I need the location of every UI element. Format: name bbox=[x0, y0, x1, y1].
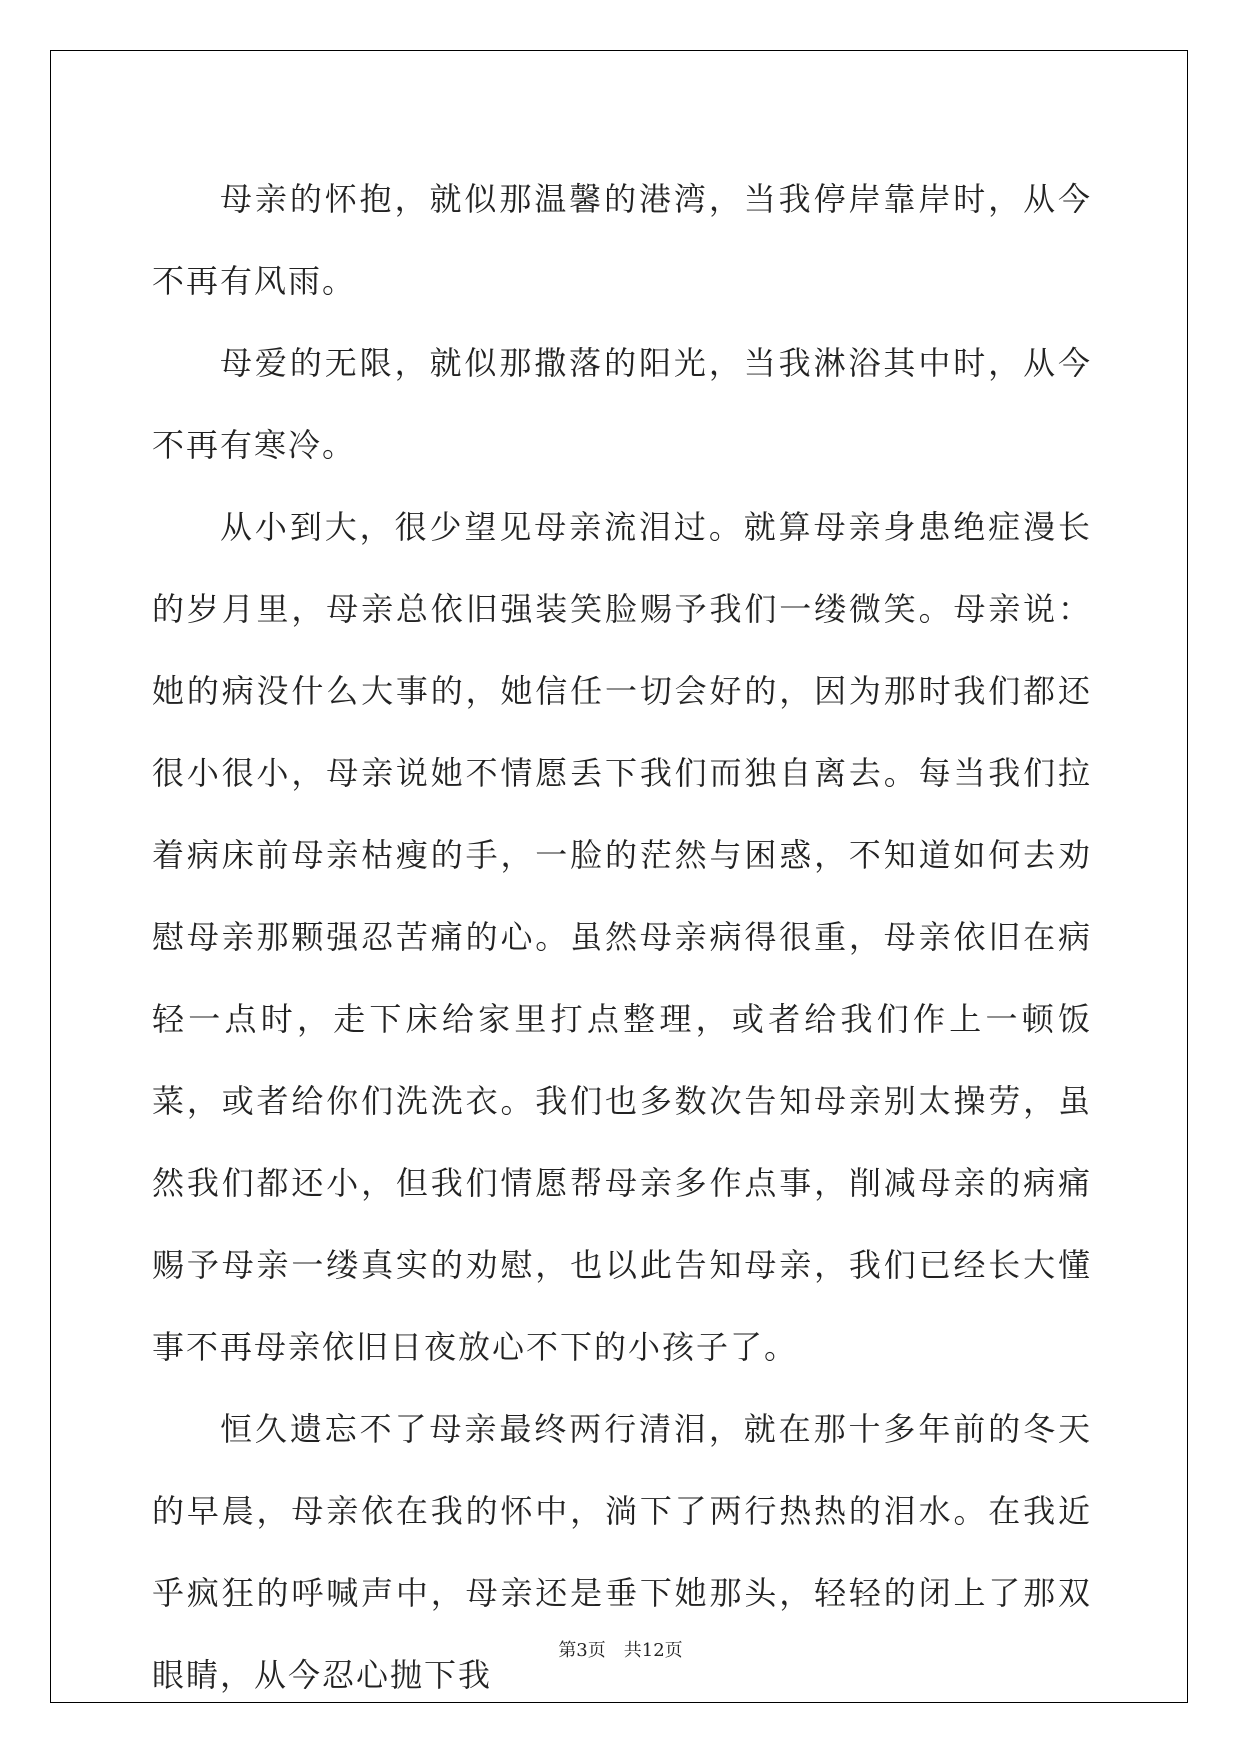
paragraph: 母爱的无限，就似那撒落的阳光，当我淋浴其中时，从今不再有寒冷。 bbox=[152, 344, 1092, 464]
paragraph: 从小到大，很少望见母亲流泪过。就算母亲身患绝症漫长的岁月里，母亲总依旧强装笑脸赐予我们一缕微笑。母亲说：她的病没什么大事的，她信任一切会好的，因为那时我们都还很小很小，母亲说她不情愿丢下我们而独自离去。每当我们拉着病床前母亲枯瘦的手，一脸的茫然与困惑，不知道如何去劝慰母亲那颗强忍苦痛的心。虽然母亲病得很重，母亲依旧在病轻一点时，走下床给家里打点整理，或者给我们作上一顿饭菜，或者给你们洗洗衣。我们也多数次告知母亲别太操劳，虽然我们都还小，但我们情愿帮母亲多作点事，削减母亲的病痛赐予母亲一缕真实的劝慰，也以此告知母亲，我们已经长大懂事不再母亲依旧日夜放心不下的小孩子了。 bbox=[152, 508, 1092, 1366]
paragraph: 恒久遗忘不了母亲最终两行清泪，就在那十多年前的冬天的早晨，母亲依在我的怀中，淌下了两行热热的泪水。在我近乎疯狂的呼喊声中，母亲还是垂下她那头，轻轻的闭上了那双眼睛，从今忍心抛下我 bbox=[152, 1410, 1092, 1694]
page-footer: 第3页 共12页 bbox=[558, 1640, 683, 1661]
paragraph: 母亲的怀抱，就似那温馨的港湾，当我停岸靠岸时，从今不再有风雨。 bbox=[152, 180, 1092, 300]
document-body bbox=[152, 158, 1092, 1716]
